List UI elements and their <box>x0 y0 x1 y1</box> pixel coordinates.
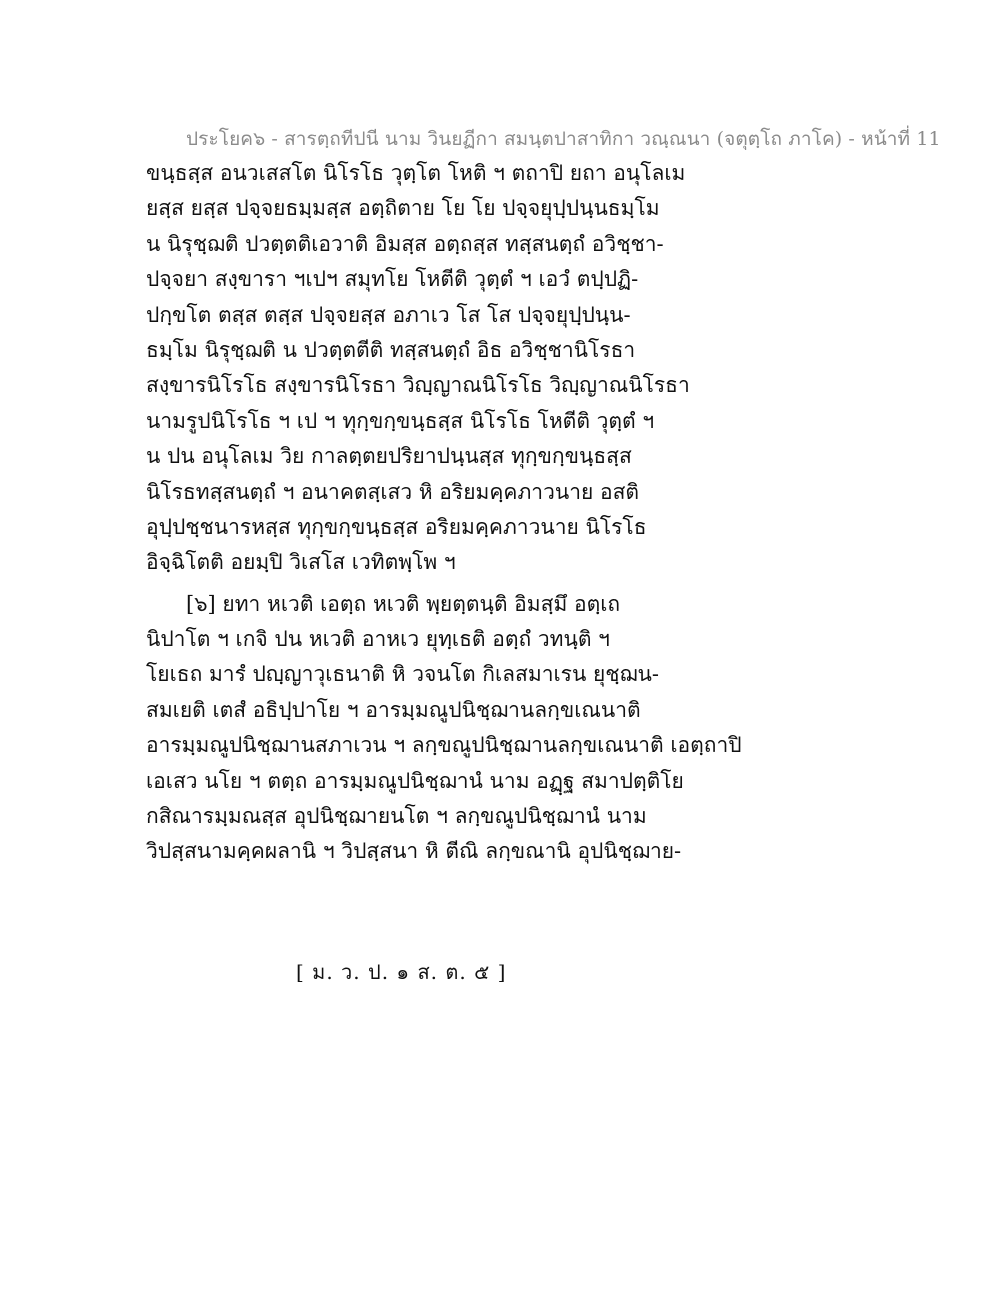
text-line: ปกฺขโต ตสฺส ตสฺส ปจฺจยสฺส อภาเว โส โส ปจฺจยุปฺปนฺน- <box>146 302 631 327</box>
text-line: [๖] ยทา หเวติ เอตฺถ หเวติ พฺยตฺตนฺติ อิมสฺมึ อตฺเถ <box>186 591 621 616</box>
paragraph-2 <box>146 589 742 872</box>
paragraph-1 <box>146 158 706 583</box>
text-line: โยเธถ มารํ ปญฺญาวุเธนาติ หิ วจนโต กิเลสมาเรน ยุชฺฌน- <box>146 662 659 687</box>
text-line: อุปฺปชฺชนารหสฺส ทุกฺขกฺขนฺธสฺส อริยมคฺคภาวนาย นิโรโธ <box>146 514 647 539</box>
text-line: กสิณารมฺมณสฺส อุปนิชฺฌายนโต ฯ ลกฺขณูปนิชฺฌานํ นาม <box>146 804 647 829</box>
text-line: ธมฺโม นิรุชฺฌติ น ปวตฺตตีติ ทสฺสนตฺถํ อิธ อวิชฺชานิโรธา <box>146 337 636 362</box>
text-line: เอเสว นโย ฯ ตตฺถ อารมฺมณูปนิชฺฌานํ นาม อฏฺฐ สมาปตฺติโย <box>146 768 684 793</box>
body-text <box>146 158 742 872</box>
text-line: ยสฺส ยสฺส ปจฺจยธมฺมสฺส อตฺถิตาย โย โย ปจฺจยุปฺปนฺนธมฺโม <box>146 196 660 221</box>
running-header: ประโยค๖ - สารตฺถทีปนี นาม วินยฏีกา สมนฺตปาสาทิกา วณฺณนา (จตุตฺโถ ภาโค) - หน้าที่ 11 <box>186 128 941 150</box>
text-line: ปจฺจยา สงฺขารา ฯเปฯ สมุทโย โหตีติ วุตฺตํ ฯ เอวํ ตปฺปฏิ- <box>146 267 639 292</box>
text-line: นิโรธทสฺสนตฺถํ ฯ อนาคตสฺเสว หิ อริยมคฺคภาวนาย อสติ <box>146 479 640 504</box>
text-line: ขนฺธสฺส อนวเสสโต นิโรโธ วุตฺโต โหติ ฯ ตถาปิ ยถา อนุโลเม <box>146 161 686 185</box>
text-line: นามรูปนิโรโธ ฯ เป ฯ ทุกฺขกฺขนฺธสฺส นิโรโธ โหตีติ วุตฺตํ ฯ <box>146 408 655 433</box>
footnote-reference: [ ม. ว. ป. ๑ ส. ต. ๕ ] <box>296 960 507 984</box>
text-line: น ปน อนุโลเม วิย กาลตฺตยปริยาปนฺนสฺส ทุกฺขกฺขนฺธสฺส <box>146 444 632 469</box>
text-line: นิปาโต ฯ เกจิ ปน หเวติ อาหเว ยุทฺเธติ อตฺถํ วทนฺติ ฯ <box>146 627 610 652</box>
text-line: สงฺขารนิโรโธ สงฺขารนิโรธา วิญฺญาณนิโรโธ วิญฺญาณนิโรธา <box>146 373 690 398</box>
text-line: สมเยติ เตสํ อธิปฺปาโย ฯ อารมฺมณูปนิชฺฌานลกฺขเณนาติ <box>146 697 641 722</box>
text-line: น นิรุชฺฌติ ปวตฺตติเอวาติ อิมสฺส อตฺถสฺส ทสฺสนตฺถํ อวิชฺชา- <box>146 231 664 256</box>
text-line: วิปสฺสนามคฺคผลานิ ฯ วิปสฺสนา หิ ตีณิ ลกฺขณานิ อุปนิชฺฌาย- <box>146 839 682 864</box>
text-line: อารมฺมณูปนิชฺฌานสภาเวน ฯ ลกฺขณูปนิชฺฌานลกฺขเณนาติ เอตฺถาปิ <box>146 733 742 758</box>
text-line: อิจฺฉิโตติ อยมฺปิ วิเสโส เวทิตพฺโพ ฯ <box>146 550 456 575</box>
